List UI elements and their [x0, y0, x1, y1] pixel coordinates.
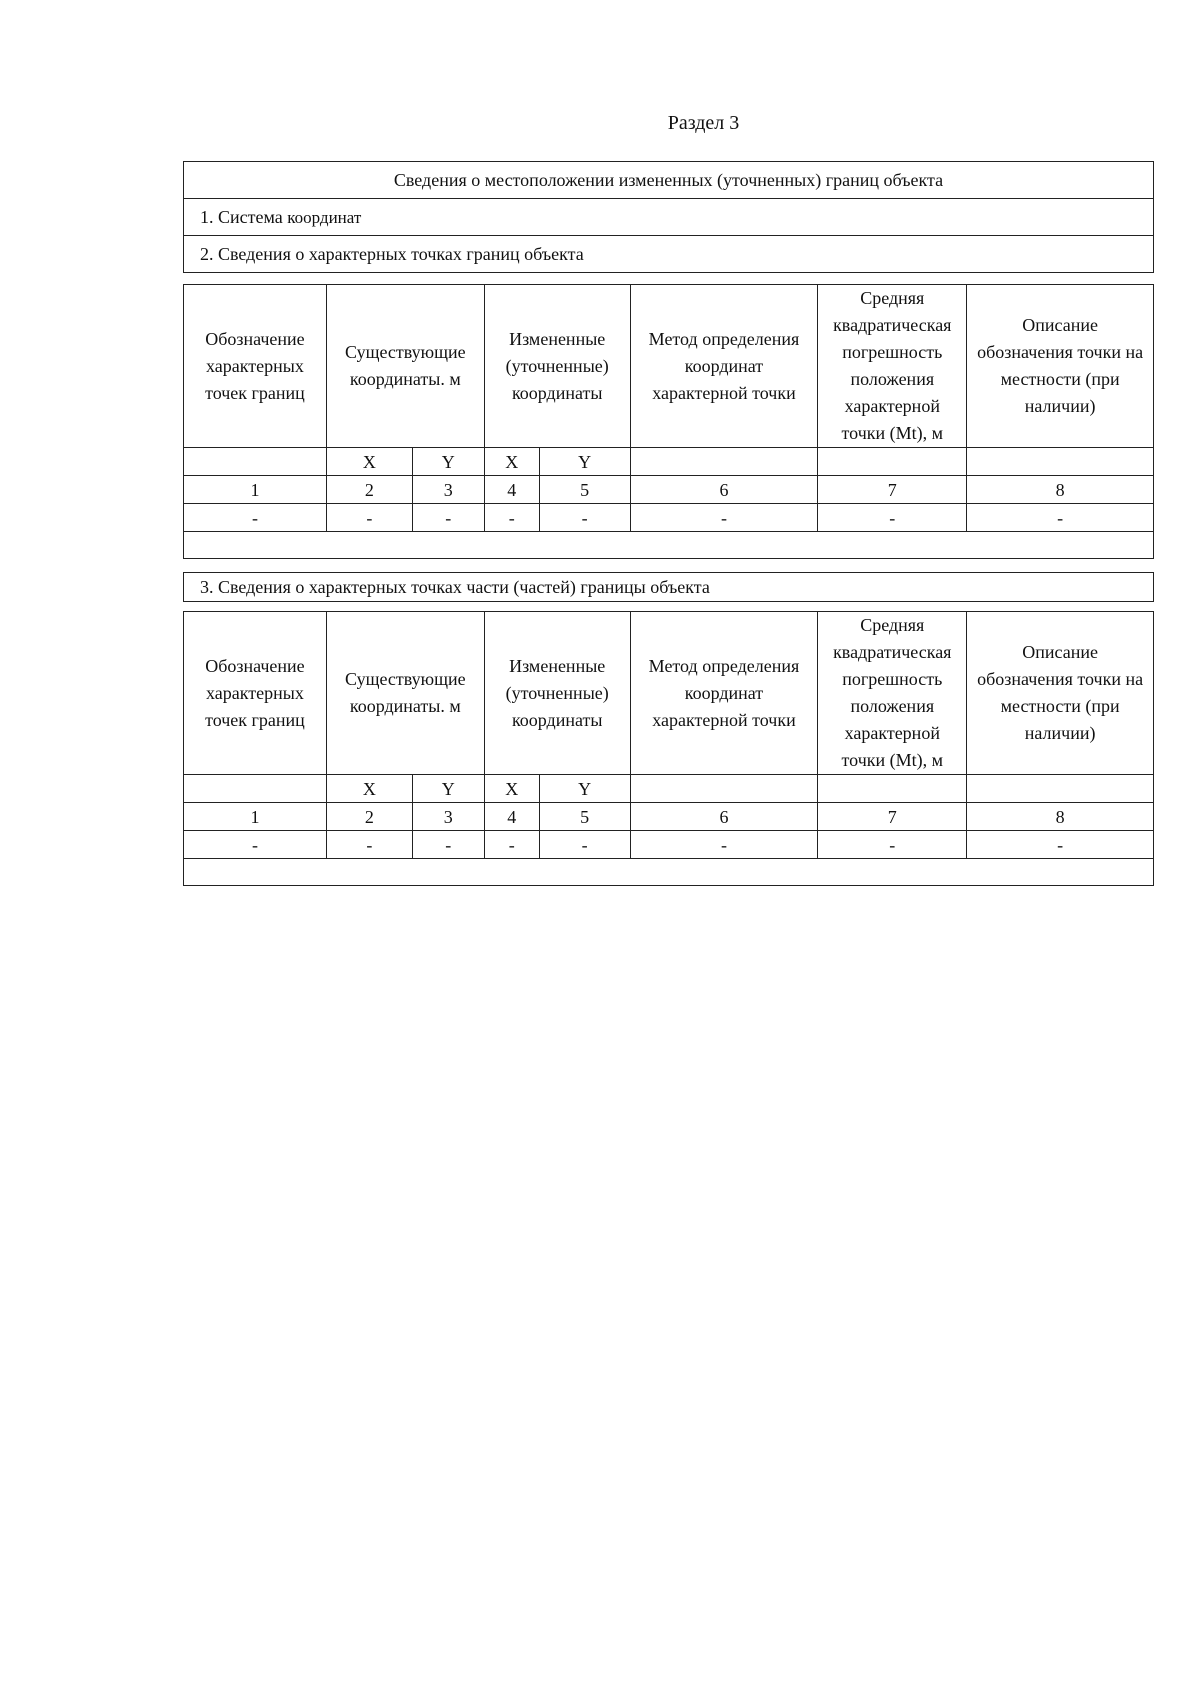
col-header-existing-coords: Существующие координаты. м: [326, 285, 484, 448]
table-cell: -: [630, 504, 818, 532]
column-number: 6: [630, 803, 818, 831]
section-title: Раздел 3: [667, 112, 740, 134]
column-number: 1: [184, 803, 327, 831]
points-title: 2. Сведения о характерных точках границ объекта: [184, 236, 1154, 273]
sub-header-y: Y: [539, 775, 630, 803]
column-numbers-row: [184, 803, 1154, 831]
sub-header-empty: [967, 448, 1154, 476]
sub-header-empty: [818, 775, 967, 803]
column-number: 5: [539, 803, 630, 831]
col-header-designation: Обозначение характерных точек границ: [184, 285, 327, 448]
column-number: 2: [326, 476, 412, 504]
column-number: 6: [630, 476, 818, 504]
column-number: 5: [539, 476, 630, 504]
col-header-error: Средняя квадратическая погрешность положения характерной точки (Mt), м: [818, 285, 967, 448]
column-number: 4: [484, 476, 539, 504]
sub-header-empty: [630, 448, 818, 476]
col-header-description: Описание обозначения точки на местности (при наличии): [967, 285, 1154, 448]
col-header-existing-coords: Существующие координаты. м: [326, 612, 484, 775]
empty-row: [184, 859, 1154, 886]
column-number: 7: [818, 803, 967, 831]
sub-header-empty: [630, 775, 818, 803]
empty-cell: [184, 859, 1154, 886]
sub-header-empty: [184, 775, 327, 803]
sub-header-y: Y: [539, 448, 630, 476]
column-number: 2: [326, 803, 412, 831]
table-cell: -: [818, 831, 967, 859]
table-cell: -: [484, 504, 539, 532]
points-table-1: [183, 284, 1154, 559]
sub-header-x: X: [326, 448, 412, 476]
main-title: Сведения о местоположении измененных (уточненных) границ объекта: [184, 162, 1154, 199]
table-cell: -: [818, 504, 967, 532]
col-header-designation: Обозначение характерных точек границ: [184, 612, 327, 775]
points-table-2: [183, 611, 1154, 886]
table-cell: -: [967, 831, 1154, 859]
column-number: 4: [484, 803, 539, 831]
col-header-changed-coords: Измененные (уточненные) координаты: [484, 285, 630, 448]
column-number: 1: [184, 476, 327, 504]
column-number: 8: [967, 803, 1154, 831]
table-row: [184, 504, 1154, 532]
column-number: 8: [967, 476, 1154, 504]
sub-header-y: Y: [412, 448, 484, 476]
column-number: 3: [412, 476, 484, 504]
col-header-changed-coords: Измененные (уточненные) координаты: [484, 612, 630, 775]
empty-row: [184, 532, 1154, 559]
table-cell: -: [630, 831, 818, 859]
col-header-error: Средняя квадратическая погрешность положения характерной точки (Mt), м: [818, 612, 967, 775]
table-cell: -: [326, 504, 412, 532]
column-numbers-row: [184, 476, 1154, 504]
coord-system-number: 1. Система: [200, 206, 283, 227]
sub-header-x: X: [326, 775, 412, 803]
column-number: 3: [412, 803, 484, 831]
sub-header-empty: [967, 775, 1154, 803]
coord-system-label: координат: [287, 207, 362, 227]
table-cell: -: [539, 504, 630, 532]
table-cell: -: [184, 504, 327, 532]
table-cell: -: [412, 831, 484, 859]
sub-header-empty: [184, 448, 327, 476]
table-cell: -: [184, 831, 327, 859]
sub-header-empty: [818, 448, 967, 476]
sub-header-y: Y: [412, 775, 484, 803]
col-header-method: Метод определения координат характерной точки: [630, 285, 818, 448]
table-row: [184, 831, 1154, 859]
info-table-top: [183, 161, 1154, 273]
table-cell: -: [967, 504, 1154, 532]
table-cell: -: [326, 831, 412, 859]
col-header-description: Описание обозначения точки на местности (при наличии): [967, 612, 1154, 775]
coord-system-row: [184, 199, 1154, 236]
empty-cell: [184, 532, 1154, 559]
table-cell: -: [539, 831, 630, 859]
col-header-method: Метод определения координат характерной точки: [630, 612, 818, 775]
sub-header-x: X: [484, 448, 539, 476]
table-cell: -: [484, 831, 539, 859]
sub-header-x: X: [484, 775, 539, 803]
parts-title: 3. Сведения о характерных точках части (частей) границы объекта: [184, 573, 1154, 602]
table-cell: -: [412, 504, 484, 532]
column-number: 7: [818, 476, 967, 504]
info-table-parts: [183, 572, 1154, 602]
